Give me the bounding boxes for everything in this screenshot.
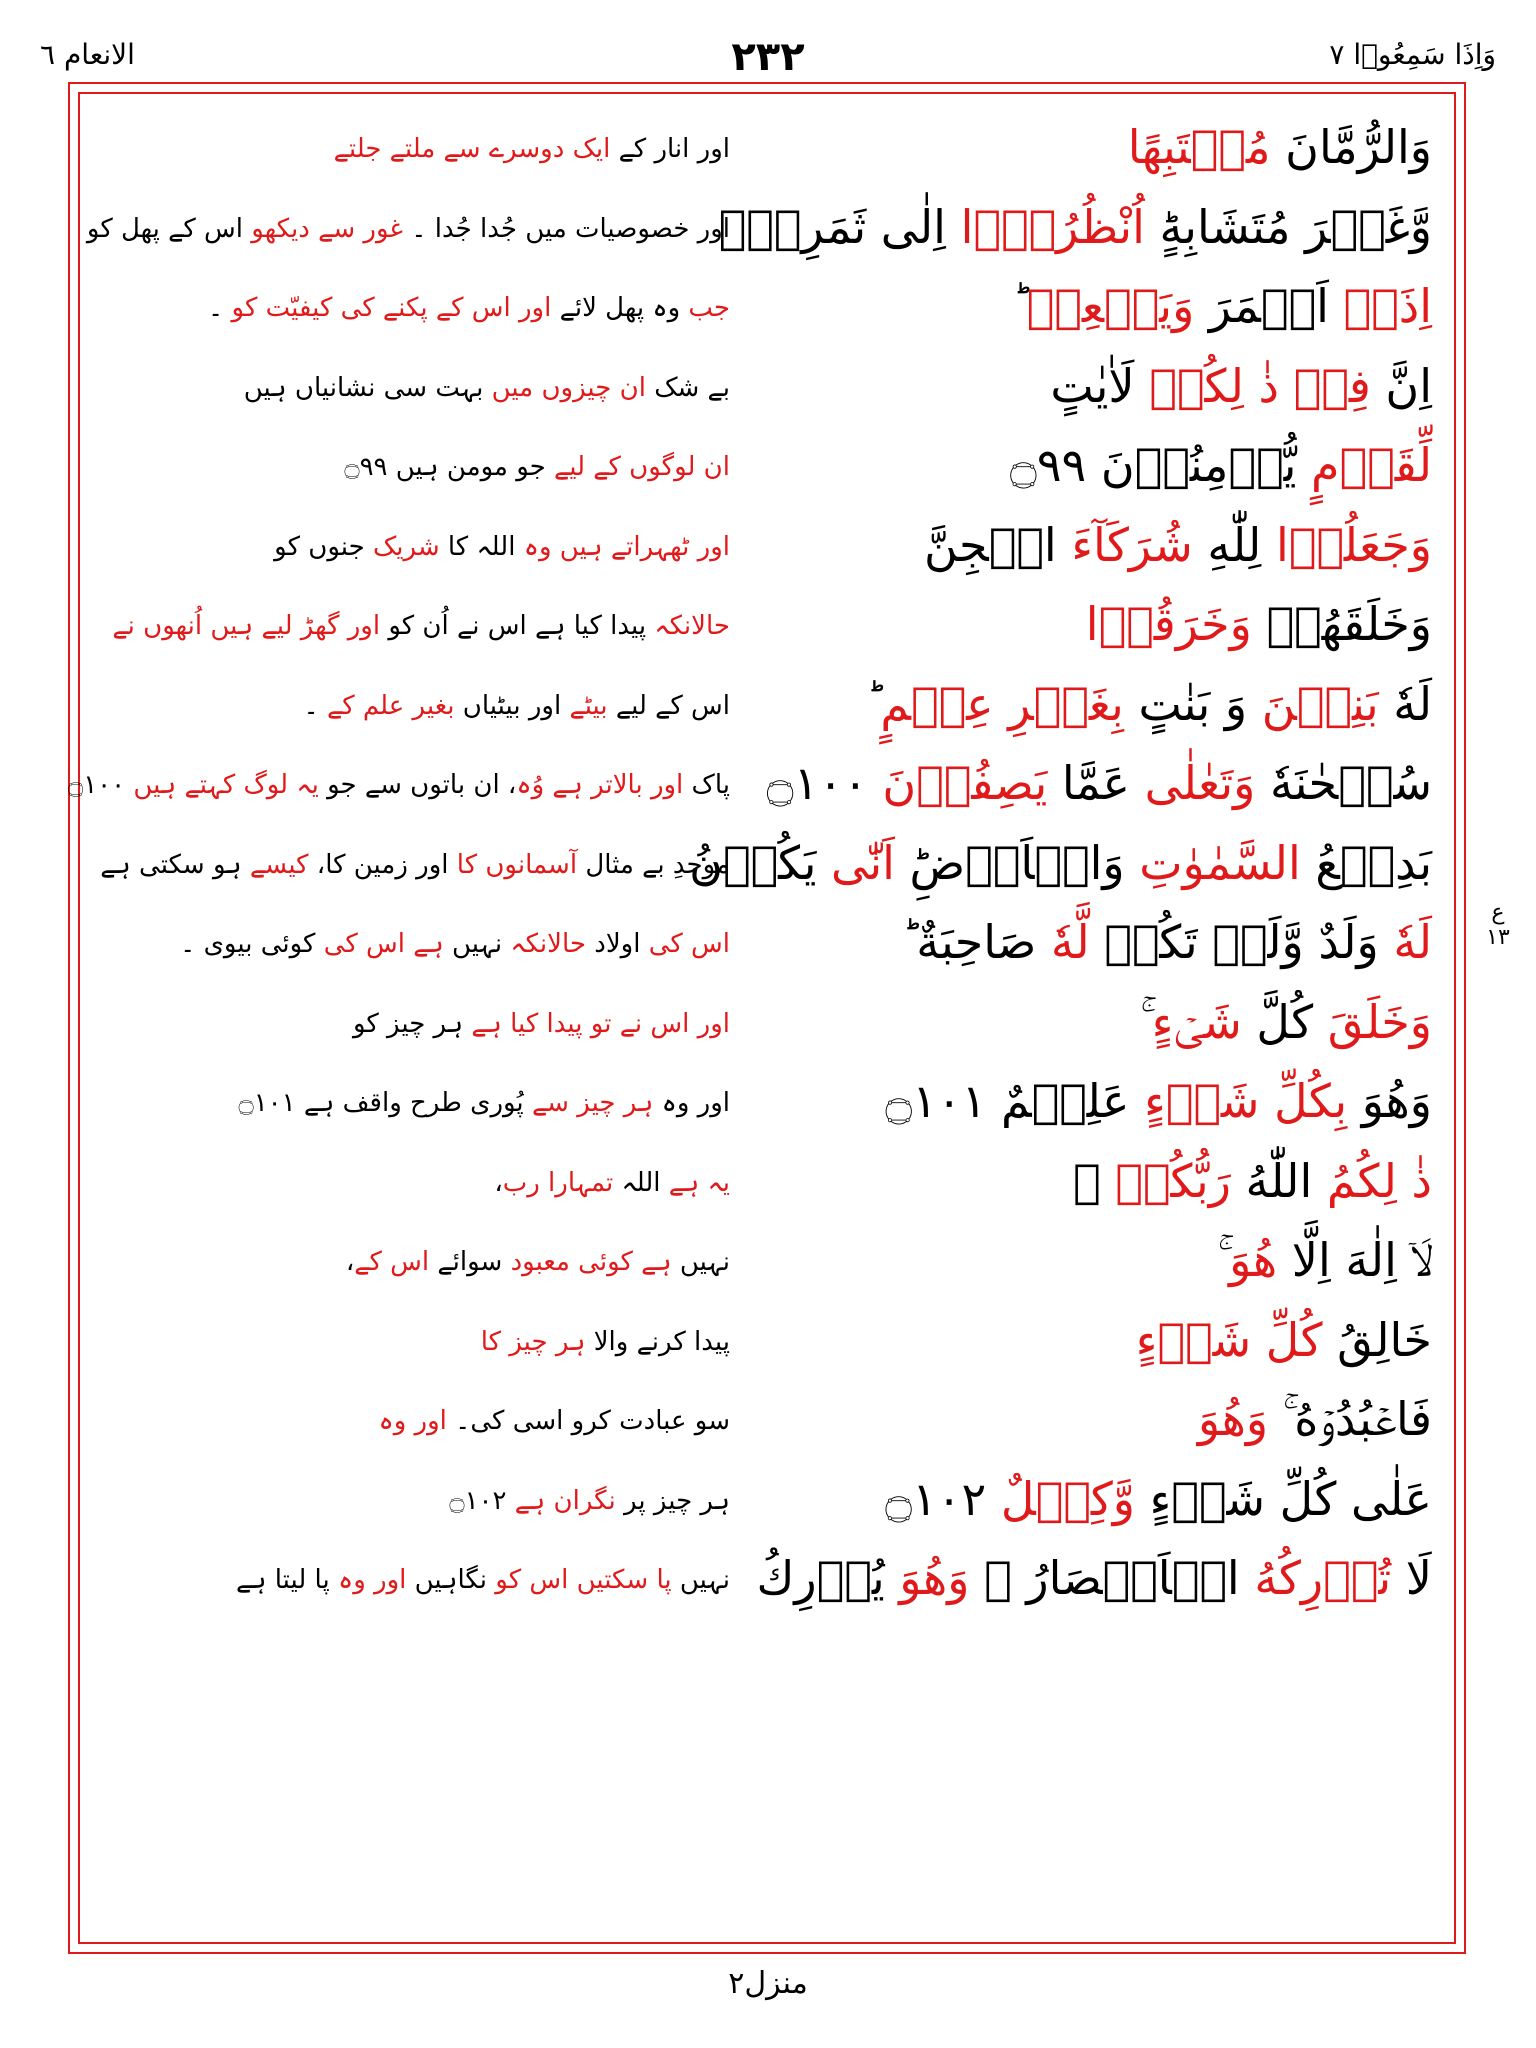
arabic-verse-text: [732, 430, 1432, 500]
urdu-translation-text: [86, 204, 730, 254]
urdu-phrase: جنوں کو: [274, 531, 373, 562]
urdu-translation-text: [220, 681, 730, 731]
arabic-word: الۡجِنَّ: [923, 517, 1072, 572]
urdu-phrase: موجدِ بے مثال: [577, 849, 730, 880]
urdu-highlighted-phrase: اس کی: [648, 929, 730, 959]
urdu-phrase: اولاد: [586, 929, 649, 959]
urdu-translation-text: [220, 363, 730, 413]
urdu-highlighted-phrase: اور اس نے تو پیدا کیا ہے: [471, 1008, 730, 1039]
urdu-phrase: پیدا کیا ہے اس نے اُن کو: [380, 611, 655, 641]
urdu-translation-text: [220, 1158, 730, 1208]
arabic-verse-text: [732, 669, 1432, 739]
urdu-phrase: پاک: [683, 770, 730, 800]
arabic-word: لَهٗ: [1378, 676, 1432, 731]
urdu-highlighted-phrase: حالانکہ: [510, 929, 586, 959]
urdu-phrase: ۔: [303, 690, 327, 721]
urdu-phrase: کوئی بیوی ۔: [180, 929, 324, 959]
urdu-phrase: ہر چیز پر: [615, 1485, 730, 1516]
arabic-verse-text: [689, 828, 1432, 898]
arabic-word: خَالِقُ: [1337, 1312, 1432, 1367]
verse-row: [90, 1064, 1446, 1144]
urdu-phrase: اور بیٹیاں: [454, 690, 570, 721]
arabic-highlighted-word: مُشۡتَبِهًا: [1127, 120, 1271, 174]
arabic-word: بَدِيۡعُ: [1300, 835, 1432, 890]
verse-row: [90, 985, 1446, 1065]
page-header: [0, 28, 1536, 78]
urdu-highlighted-phrase: حالانکہ: [654, 611, 730, 641]
arabic-highlighted-word: وَخَرَقُوۡا: [1085, 597, 1267, 651]
verse-row: [90, 667, 1446, 747]
arabic-verse-text: [732, 1146, 1432, 1216]
arabic-word: يُدۡرِكُ: [756, 1551, 900, 1605]
arabic-highlighted-word: اُنْظُرُوۡۤا: [960, 199, 1145, 254]
urdu-translation-text: [220, 124, 730, 174]
verse-row: [90, 1144, 1446, 1224]
verse-rows: [67, 110, 1446, 1621]
arabic-verse-text: [732, 987, 1432, 1057]
urdu-phrase: اللہ کا: [439, 531, 524, 562]
urdu-highlighted-phrase: جب: [688, 293, 730, 323]
arabic-word: ۚ: [1140, 994, 1152, 1049]
arabic-word: وَالرُّمَّانَ: [1270, 120, 1432, 174]
arabic-highlighted-word: هُوَ: [1229, 1233, 1278, 1287]
verse-row: [90, 1223, 1446, 1303]
urdu-phrase: اور خصوصیات میں جُدا جُدا ۔: [403, 213, 730, 244]
urdu-phrase: ۝١٠٢: [449, 1485, 515, 1516]
urdu-translation-text: [220, 999, 730, 1049]
arabic-word: الۡاَبۡصَارُ ۡ: [969, 1551, 1255, 1605]
arabic-verse-text: [732, 510, 1432, 580]
arabic-verse-text: [732, 1066, 1432, 1136]
arabic-word: لَا: [1391, 1551, 1432, 1605]
arabic-highlighted-word: وَيَنۡعِهٖ: [1026, 279, 1195, 333]
urdu-highlighted-phrase: ہر چیز کا: [480, 1326, 586, 1357]
urdu-translation-text: [180, 919, 730, 969]
arabic-highlighted-word: اِذَاۤ: [1328, 279, 1432, 333]
urdu-phrase: ،: [494, 1167, 503, 1198]
arabic-word: سُبۡحٰنَهٗ: [1255, 756, 1432, 810]
verse-row: [90, 826, 1446, 906]
verse-row: [90, 269, 1446, 349]
arabic-verse-text: [718, 192, 1432, 262]
urdu-phrase: ۔: [208, 293, 232, 323]
urdu-phrase: جو مومن ہیں ۝٩٩: [344, 452, 555, 482]
arabic-word: ۚ: [1217, 1233, 1230, 1287]
arabic-word: وَ بَنٰتٍ: [1123, 676, 1262, 731]
urdu-phrase: پُوری طرح واقف ہے ۝١٠١: [238, 1088, 532, 1118]
urdu-translation-text: [220, 442, 730, 492]
arabic-highlighted-word: شُرَكَآءَ: [1071, 517, 1193, 572]
arabic-word: لِلّٰهِ: [1192, 517, 1276, 572]
arabic-word: لَاۤ اِلٰهَ اِلَّا: [1277, 1233, 1432, 1287]
arabic-highlighted-word: وَجَعَلُوۡا: [1275, 517, 1432, 572]
arabic-highlighted-word: ذٰ لِكُمُ: [1326, 1153, 1432, 1208]
urdu-highlighted-phrase: غور سے دیکھو: [251, 213, 404, 244]
urdu-highlighted-phrase: نگران ہے: [514, 1485, 616, 1516]
page-number: ۲۳۲: [731, 34, 805, 80]
urdu-highlighted-phrase: کیسے: [249, 849, 309, 880]
arabic-word: صَاحِبَةٌ‌ ؕ: [901, 915, 1051, 969]
arabic-word: ۚ: [1073, 1153, 1116, 1208]
arabic-highlighted-word: بَنِيۡنَ: [1261, 676, 1379, 731]
arabic-word: فَاعۡبُدُوۡهُ ۚ: [1268, 1392, 1432, 1446]
urdu-highlighted-phrase: تمہارا رب: [502, 1167, 614, 1198]
urdu-highlighted-phrase: اس کے: [354, 1247, 430, 1277]
arabic-verse-text: [732, 1464, 1432, 1534]
arabic-highlighted-word: شَىۡءٍ: [1151, 994, 1242, 1049]
arabic-verse-text: [732, 351, 1432, 421]
arabic-word: عَمَّا: [1047, 756, 1145, 810]
urdu-phrase: نہیں: [671, 1565, 730, 1595]
arabic-verse-text: [732, 271, 1432, 341]
urdu-phrase: ،: [345, 1247, 355, 1277]
ruku-marker: ع ۱۳: [1486, 900, 1510, 950]
arabic-highlighted-word: كُلِّ شَىۡءٍ: [1135, 1312, 1338, 1367]
arabic-highlighted-word: تُدۡرِكُهُ: [1254, 1551, 1392, 1605]
verse-row: [86, 190, 1446, 270]
urdu-phrase: بے شک: [645, 372, 730, 403]
urdu-highlighted-phrase: اور گھڑ لیے ہیں اُنھوں نے: [112, 611, 381, 641]
urdu-phrase: بہت سی نشانیاں ہیں: [243, 372, 492, 403]
arabic-highlighted-word: وَخَلَقَ: [1327, 994, 1432, 1049]
urdu-highlighted-phrase: ایک دوسرے سے ملتے جلتے: [333, 134, 611, 164]
urdu-translation-text: [220, 1317, 730, 1367]
arabic-verse-text: [732, 1305, 1432, 1375]
urdu-highlighted-phrase: اور وہ: [337, 1565, 407, 1595]
urdu-highlighted-phrase: پا سکتیں اس کو: [495, 1565, 672, 1595]
arabic-word: ۝١٠٠: [766, 756, 883, 810]
urdu-translation-text: [220, 522, 730, 572]
arabic-highlighted-word: وَّكِيۡلٌ: [1000, 1471, 1135, 1526]
urdu-highlighted-phrase: یہ لوگ کہتے ہیں: [133, 770, 319, 800]
arabic-verse-text: [732, 1225, 1432, 1295]
urdu-phrase: اور وہ: [653, 1088, 730, 1118]
verse-row: [90, 1541, 1446, 1621]
arabic-word: اَثۡمَرَ: [1194, 279, 1329, 333]
arabic-highlighted-word: لِّقَوۡمٍ: [1311, 438, 1432, 492]
arabic-word: وَهُوَ: [1347, 1074, 1432, 1128]
urdu-highlighted-phrase: اور وہ: [378, 1406, 447, 1436]
arabic-highlighted-word: لَّهٗ: [1050, 915, 1090, 969]
arabic-word: كُلَّ: [1241, 994, 1328, 1049]
arabic-word: وَالۡاَرۡضِ‌ؕ: [894, 835, 1140, 890]
verse-row: [90, 110, 1446, 190]
urdu-highlighted-phrase: اور بالاتر ہے وُہ: [516, 770, 684, 800]
arabic-word: ؕ: [865, 676, 881, 731]
urdu-phrase: سوائے: [429, 1247, 511, 1277]
arabic-verse-text: [732, 112, 1432, 182]
arabic-word: وَخَلَقَهُمۡ: [1266, 597, 1432, 651]
verse-row: [90, 1303, 1446, 1383]
urdu-highlighted-phrase: ہر چیز سے: [531, 1088, 654, 1118]
urdu-highlighted-phrase: اور ٹھہراتے ہیں وہ: [523, 531, 730, 562]
urdu-translation-text: [220, 1078, 730, 1128]
urdu-phrase: ہر چیز کو: [352, 1008, 472, 1039]
urdu-highlighted-phrase: ہے اس کی: [323, 929, 444, 959]
arabic-word: وَّغَيۡرَ مُتَشَابِهٍ‌ؕ: [1144, 199, 1432, 254]
arabic-highlighted-word: يَصِفُوۡنَ: [882, 756, 1048, 810]
arabic-verse-text: [732, 1384, 1432, 1454]
surah-name: الانعام ٦: [40, 38, 135, 71]
urdu-phrase: اس کے پھل کو: [86, 213, 252, 244]
arabic-word: يُّؤۡمِنُوۡنَ ۝٩٩: [1009, 438, 1312, 492]
urdu-phrase: اللہ: [613, 1167, 669, 1198]
juz-name: وَاِذَا سَمِعُوۡا ۷: [1329, 38, 1496, 71]
verse-row: [90, 1462, 1446, 1542]
arabic-word: عَلٰى كُلِّ شَىۡءٍ: [1134, 1471, 1432, 1526]
urdu-translation-text: [220, 1237, 730, 1287]
arabic-highlighted-word: بِكُلِّ شَىۡءٍ: [1144, 1074, 1348, 1128]
arabic-highlighted-word: لَهٗ: [1393, 915, 1432, 969]
arabic-highlighted-word: رَبُّكُمۡ: [1115, 1153, 1231, 1208]
arabic-word: اِنَّ: [1370, 358, 1432, 413]
verse-row: [90, 905, 1446, 985]
urdu-highlighted-phrase: شریک: [372, 531, 440, 562]
arabic-word: يَكُوۡنُ: [689, 835, 831, 890]
urdu-highlighted-phrase: ان چیزوں میں: [491, 372, 646, 403]
urdu-highlighted-phrase: بغیر علم کے: [326, 690, 455, 721]
verse-row: [90, 349, 1446, 429]
arabic-highlighted-word: فِىۡ ذٰ لِكُمۡ: [1149, 358, 1371, 413]
verse-row: [90, 1382, 1446, 1462]
urdu-translation-text: [208, 283, 730, 333]
arabic-verse-text: [732, 748, 1432, 818]
urdu-highlighted-phrase: اور اس کے پکنے کی کیفیّت کو: [231, 293, 552, 323]
arabic-word: ؕ: [1012, 279, 1027, 333]
verse-row: [90, 587, 1446, 667]
urdu-translation-text: [67, 760, 730, 810]
manzil-footer: منزل۲: [728, 1966, 808, 2001]
urdu-phrase: نگاہیں: [406, 1565, 496, 1595]
urdu-translation-text: [220, 1555, 730, 1605]
arabic-word: لَاٰيٰتٍ: [1050, 358, 1150, 413]
urdu-phrase: ہو سکتی ہے: [100, 849, 250, 880]
urdu-phrase: اور انار کے: [610, 134, 730, 164]
arabic-verse-text: [732, 589, 1432, 659]
urdu-highlighted-phrase: ہے کوئی معبود: [510, 1247, 672, 1277]
arabic-word: اللّٰهُ: [1230, 1153, 1327, 1208]
arabic-word: اِلٰى ثَمَرِهٖۤ: [718, 199, 961, 254]
urdu-phrase: نہیں: [671, 1247, 730, 1277]
urdu-phrase: پیدا کرنے والا: [585, 1326, 730, 1357]
arabic-highlighted-word: وَتَعٰلٰى: [1144, 756, 1256, 810]
urdu-translation-text: [112, 601, 730, 651]
arabic-word: وَلَدٌ وَّلَمۡ تَكُنۡ: [1089, 915, 1394, 969]
arabic-highlighted-word: اَنّٰى: [831, 835, 895, 890]
urdu-translation-text: [220, 1476, 730, 1526]
urdu-phrase: وہ پھل لائے: [551, 293, 689, 323]
urdu-phrase: سو عبادت کرو اسی کی۔: [446, 1406, 730, 1436]
urdu-highlighted-phrase: آسمانوں کا: [456, 849, 578, 880]
urdu-highlighted-phrase: بیٹے: [569, 690, 608, 721]
urdu-translation-text: [220, 1396, 730, 1446]
arabic-highlighted-word: السَّمٰوٰتِ: [1139, 835, 1301, 890]
verse-row: [90, 428, 1446, 508]
arabic-highlighted-word: وَهُوَ: [899, 1551, 970, 1605]
arabic-word: ۝١٠٢: [885, 1471, 1001, 1526]
arabic-verse-text: [732, 907, 1432, 977]
arabic-word: عَلِيۡمٌ ۝١٠١: [885, 1074, 1145, 1128]
urdu-highlighted-phrase: ان لوگوں کے لیے: [554, 452, 730, 482]
arabic-verse-text: [732, 1543, 1432, 1613]
urdu-phrase: اور زمین کا،: [308, 849, 457, 880]
urdu-highlighted-phrase: یہ ہے: [668, 1167, 730, 1198]
urdu-phrase: نہیں: [443, 929, 511, 959]
arabic-highlighted-word: بِغَيۡرِ عِلۡمٍ‌: [880, 676, 1124, 731]
arabic-highlighted-word: وَهُوَ: [1197, 1392, 1269, 1446]
urdu-translation-text: [100, 840, 730, 890]
verse-row: [90, 508, 1446, 588]
urdu-phrase: پا لیتا ہے: [235, 1565, 338, 1595]
urdu-phrase: اس کے لیے: [607, 690, 730, 721]
verse-row: [67, 746, 1446, 826]
urdu-phrase: ۝١٠٠: [67, 770, 134, 800]
urdu-phrase: ، ان باتوں سے جو: [318, 770, 517, 800]
